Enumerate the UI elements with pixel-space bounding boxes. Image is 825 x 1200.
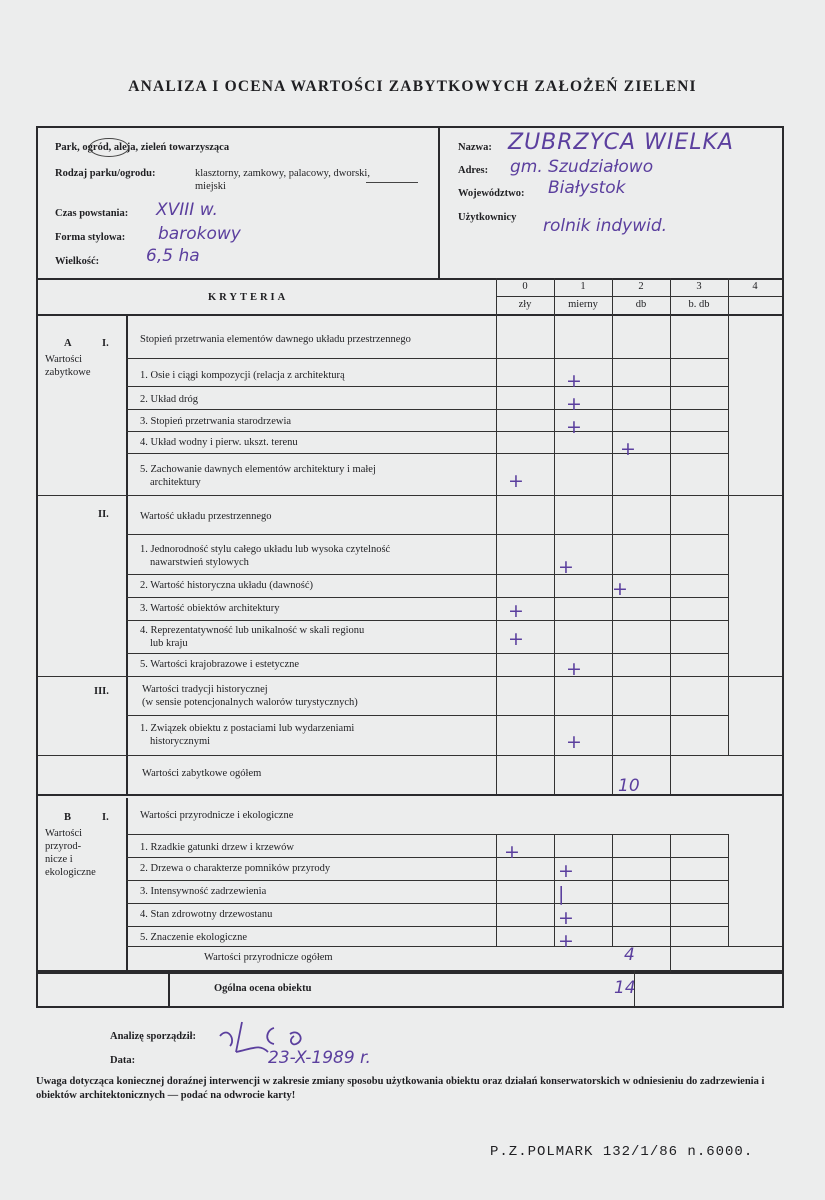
wielkosc-label: Wielkość:: [55, 256, 100, 267]
group2-roman: II.: [98, 509, 109, 520]
a2-item-1: 1. Jednorodność stylu całego układu lub wysoka czytelność: [140, 544, 391, 555]
ogrod-circle: [89, 138, 129, 157]
check-mark: +: [558, 907, 574, 929]
row-a1-5-top: [126, 453, 728, 454]
group2-title: Wartość układu przestrzennego: [140, 511, 272, 522]
check-mark: +: [566, 658, 582, 680]
wielkosc-value: 6,5 ha: [146, 246, 200, 266]
col-line-3: [670, 278, 671, 794]
forma-label: Forma stylowa:: [55, 232, 126, 243]
section-a-roman: I.: [102, 338, 109, 349]
overall-label: Ogólna ocena obiektu: [214, 983, 312, 994]
date-value: 23-X-1989 r.: [268, 1048, 371, 1068]
a2-item-3: 3. Wartość obiektów architektury: [140, 603, 280, 614]
group1-bottom: [38, 495, 782, 496]
check-mark: +: [566, 393, 582, 415]
evaluation-form: [36, 126, 784, 972]
score-4: 4: [752, 281, 758, 292]
park-types: Park, ogród, aleja, zieleń towarzysząca: [55, 142, 230, 153]
row-a2-1-top: [126, 534, 728, 535]
row-b-total-top: [126, 946, 782, 947]
adres-label: Adres:: [458, 165, 489, 176]
row-a2-4-top: [126, 620, 728, 621]
group2-bottom: [38, 676, 782, 677]
check-mark: +: [508, 628, 524, 650]
a3-item-1-cont: historycznymi: [150, 736, 211, 747]
group3-roman: III.: [94, 686, 109, 697]
group3-title-1: Wartości tradycji historycznej: [142, 684, 268, 695]
a1-item-5: 5. Zachowanie dawnych elementów architektury i małej: [140, 464, 376, 475]
uzytkownicy-value: rolnik indywid.: [543, 216, 668, 236]
section-a-total-value: 10: [618, 776, 640, 796]
check-mark: +: [566, 731, 582, 753]
row-a2-5-top: [126, 653, 728, 654]
section-b-roman: I.: [102, 812, 109, 823]
check-mark: +: [612, 578, 628, 600]
check-mark: +: [558, 930, 574, 952]
score-header-mid-line: [496, 296, 782, 297]
a2-item-4: 4. Reprezentatywność lub unikalność w skali regionu: [140, 625, 365, 636]
rodzaj-options: klasztorny, zamkowy, palacowy, dworski,: [195, 168, 370, 179]
b-col-line-1: [554, 834, 555, 946]
nazwa-label: Nazwa:: [458, 142, 492, 153]
a2-item-5: 5. Wartości krajobrazowe i estetyczne: [140, 659, 300, 670]
nazwa-value: ZUBRZYCA WIELKA: [508, 130, 734, 155]
group1-title: Stopień przetrwania elementów dawnego układu przestrzennego: [140, 334, 411, 345]
check-mark: +: [508, 470, 524, 492]
b-item-2: 2. Drzewa o charakterze pomników przyrody: [140, 863, 331, 874]
row-b-2-top: [126, 857, 728, 858]
a1-item-3: 3. Stopień przetrwania starodrzewia: [140, 416, 292, 427]
form-title: ANALIZA I OCENA WARTOŚCI ZABYTKOWYCH ZAŁOŻEŃ ZIELENI: [128, 78, 697, 95]
section-a-name-1: Wartości: [45, 354, 83, 365]
section-b-letter: B: [64, 812, 72, 823]
a1-item-4: 4. Układ wodny i pierw. ukszt. terenu: [140, 437, 298, 448]
group3-title-2: (w sensie potencjonalnych walorów turystycznych): [142, 697, 358, 708]
check-mark: +: [504, 841, 520, 863]
b-item-5: 5. Znaczenie ekologiczne: [140, 932, 247, 943]
a3-item-1: 1. Związek obiektu z postaciami lub wydarzeniami: [140, 723, 355, 734]
check-mark: +: [620, 438, 636, 460]
rodzaj-label: Rodzaj parku/ogrodu:: [55, 168, 156, 179]
a2-item-2: 2. Wartość historyczna układu (dawność): [140, 580, 314, 591]
check-mark: +: [558, 860, 574, 882]
overall-row: [36, 970, 784, 1008]
b-item-1: 1. Rzadkie gatunki drzew i krzewów: [140, 842, 294, 853]
score-name-3: b. db: [688, 299, 710, 310]
row-a2-2-top: [126, 574, 728, 575]
a-col-line-4: [728, 314, 729, 755]
score-name-2: db: [635, 299, 647, 310]
section-a-bottom: [38, 794, 782, 796]
wojewodztwo-label: Województwo:: [458, 188, 525, 199]
header-divider: [438, 128, 440, 280]
note-text: Uwaga dotycząca koniecznej doraźnej interwencji w zakresie zmiany sposobu użytkowania obiektu oraz działań konserwatorskich w odniesieniu do zadrzewienia i obiektów architektonicznych — podać na odwrocie karty!: [36, 1076, 765, 1101]
row-a3-1-top: [126, 715, 728, 716]
col-line-2: [612, 278, 613, 794]
b-col-line-3: [670, 834, 671, 974]
overall-right-divider: [634, 970, 635, 1006]
total-a-col: [670, 755, 671, 795]
overall-value: 14: [614, 978, 636, 998]
check-mark: +: [558, 556, 574, 578]
row-b-4-top: [126, 903, 728, 904]
criteria-label: KRYTERIA: [208, 292, 289, 303]
b-col-line-4: [728, 834, 729, 946]
score-1: 1: [580, 281, 586, 292]
score-name-0: zły: [518, 299, 532, 310]
check-mark: +: [566, 370, 582, 392]
section-b-name-4: ekologiczne: [45, 867, 96, 878]
a1-item-1: 1. Osie i ciągi kompozycji (relacja z architekturą: [140, 370, 345, 381]
score-3: 3: [696, 281, 702, 292]
section-b-total-value: 4: [624, 945, 635, 965]
a2-item-1-cont: nawarstwień stylowych: [150, 557, 249, 568]
b-item-3: 3. Intensywność zadrzewienia: [140, 886, 267, 897]
forma-value: barokowy: [158, 224, 241, 244]
score-2: 2: [638, 281, 644, 292]
wojewodztwo-value: Białystok: [548, 178, 626, 198]
section-b-name-1: Wartości: [45, 828, 83, 839]
b-item-4: 4. Stan zdrowotny drzewostanu: [140, 909, 273, 920]
rodzaj-options-2: miejski: [195, 181, 226, 192]
date-label: Data:: [110, 1055, 136, 1066]
check-mark: |: [558, 883, 565, 905]
section-b-total-label: Wartości przyrodnicze ogółem: [204, 952, 333, 963]
b-col-line-2: [612, 834, 613, 946]
score-name-1: mierny: [568, 299, 598, 310]
czas-label: Czas powstania:: [55, 208, 129, 219]
a2-item-4-cont: lub kraju: [150, 638, 188, 649]
print-code: P.Z.POLMARK 132/1/86 n.6000.: [490, 1144, 754, 1160]
row-a1-2-top: [126, 386, 728, 387]
col-line-0: [496, 278, 497, 794]
dworski-underline: [366, 182, 418, 183]
row-a1-3-top: [126, 409, 728, 410]
adres-value: gm. Szudziałowo: [510, 157, 654, 177]
check-mark: +: [566, 416, 582, 438]
prepared-label: Analizę sporządził:: [110, 1031, 197, 1042]
section-b-group-title: Wartości przyrodnicze i ekologiczne: [140, 810, 294, 821]
section-a-name-2: zabytkowe: [45, 367, 91, 378]
section-b-name-2: przyrod-: [45, 841, 82, 852]
a1-item-2: 2. Układ dróg: [140, 394, 199, 405]
check-mark: +: [508, 600, 524, 622]
row-a1-4-top: [126, 431, 728, 432]
row-b-5-top: [126, 926, 728, 927]
row-b-3-top: [126, 880, 728, 881]
section-a-total-label: Wartości zabytkowe ogółem: [142, 768, 262, 779]
row-b-1-top: [126, 834, 728, 835]
col-line-1: [554, 278, 555, 794]
uzytkownicy-label: Użytkownicy: [458, 212, 517, 223]
row-a2-3-top: [126, 597, 728, 598]
section-a-letter: A: [64, 338, 72, 349]
section-b-name-3: nicze i: [45, 854, 73, 865]
a1-item-5-cont: architektury: [150, 477, 201, 488]
czas-value: XVIII w.: [156, 200, 218, 220]
b-col-line-0: [496, 834, 497, 946]
score-0: 0: [522, 281, 528, 292]
overall-left-divider: [168, 970, 170, 1006]
row-a1-1-top: [126, 358, 728, 359]
